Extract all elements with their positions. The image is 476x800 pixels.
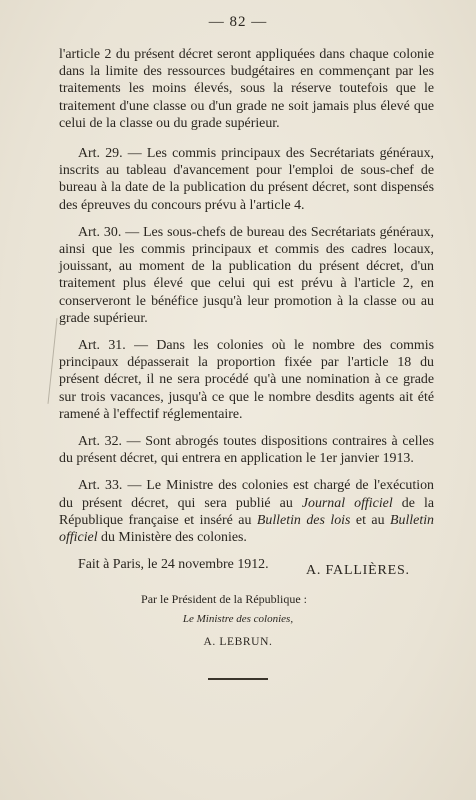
paragraph-continuation: l'article 2 du présent décret seront appliquées dans chaque colonie dans la limite des ressources budgétaires en commençant par les traitements les moins élevés, sous la réserve toutefois que le traitement d'une classe ou d'un grade ne soit jamais plus élevé que celui de la classe ou du grade supérieur. bbox=[59, 47, 434, 131]
closing-rule bbox=[208, 678, 268, 680]
article-33-text-c: et au bbox=[350, 512, 391, 528]
signature-president: A. FALLIÈRES. bbox=[306, 563, 410, 578]
bulletin-officiel: Bulletin officiel bbox=[59, 512, 434, 546]
article-33 bbox=[59, 477, 434, 546]
margin-pencil-mark bbox=[48, 318, 58, 404]
article-32: Art. 32. — Sont abrogés toutes dispositions contraires à celles du présent décret, qui entrera en application le 1er janvier 1913. bbox=[59, 434, 434, 467]
article-33-text-d: du Ministère des colonies. bbox=[97, 530, 247, 546]
article-33-text-b: de la République française et inséré au bbox=[59, 495, 434, 528]
minister-name: A. LEBRUN. bbox=[203, 636, 273, 648]
article-29: Art. 29. — Les commis principaux des Secrétariats généraux, inscrits au tableau d'avancement pour l'emploi de sous-chef de bureau à la date de la publication du présent décret, sont dispensés des épreuves du concours prévu à l'article 4. bbox=[59, 146, 434, 213]
body-text bbox=[59, 46, 434, 573]
minister-title: Le Ministre des colonies, bbox=[182, 613, 294, 625]
attribution-line: Par le Président de la République : bbox=[141, 592, 307, 606]
article-31: Art. 31. — Dans les colonies où le nombre des commis principaux dépasserait la proportion fixée par l'article 18 du présent décret, il ne sera procédé qu'à une nomination à ce grade sur trois vacances, jusqu'à ce que le nombre desdits agents ait été ramené à l'effectif réglementaire. bbox=[59, 338, 434, 422]
article-33-text-a: Art. 33. — Le Ministre des colonies est chargé de l'exécution du présent décret, qui sera publié au bbox=[59, 478, 434, 511]
bulletin-des-lois: Bulletin des lois bbox=[256, 512, 351, 528]
page-number: — 82 — bbox=[208, 14, 268, 30]
journal-officiel: Journal officiel bbox=[301, 495, 393, 511]
article-30: Art. 30. — Les sous-chefs de bureau des Secrétariats généraux, ainsi que les commis principaux et commis des cadres locaux, jouissant, au moment de la publication du présent décret, d'un traitement plus élevé que celui qui est prévu à l'article 2, en conserveront le bénéfice jusqu'à leur promotion à la classe ou au grade supérieur. bbox=[59, 224, 434, 326]
signed-at: Fait à Paris, le 24 novembre 1912. bbox=[78, 557, 269, 573]
